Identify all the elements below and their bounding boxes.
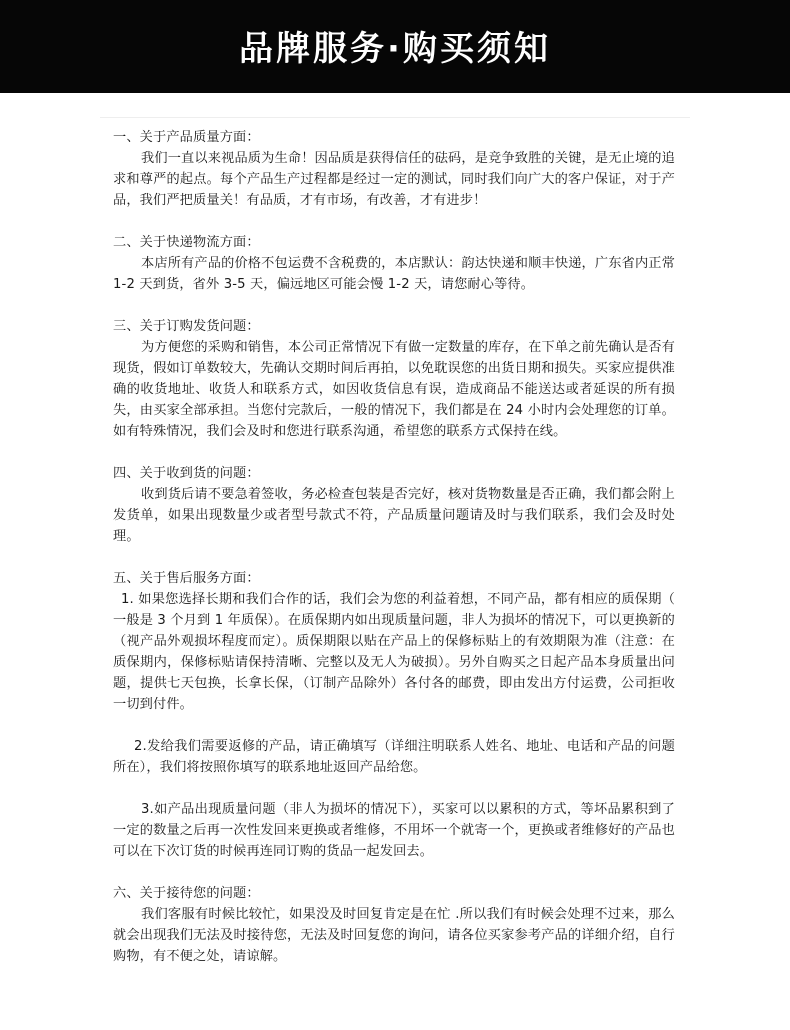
page-title: 品牌服务·购买须知: [239, 29, 551, 69]
section-body: 本店所有产品的价格不包运费不含税费的，本店默认：韵达快递和顺丰快递，广东省内正常 1-2 天到货，省外 3-5 天，偏远地区可能会慢 1-2 天，请您耐心等待。: [113, 256, 675, 292]
section-ordering: [113, 316, 675, 442]
section-receiving: [113, 463, 675, 547]
section-body: 收到货后请不要急着签收，务必检查包装是否完好，核对货物数量是否正确，我们都会附上发货单，如果出现数量少或者型号款式不符，产品质量问题请及时与我们联系，我们会及时处理。: [113, 487, 675, 544]
after-sales-item-2: 2.发给我们需要返修的产品，请正确填写（详细注明联系人姓名、地址、电话和产品的问题所在），我们将按照你填写的联系地址返回产品给您。: [113, 739, 675, 775]
section-after-sales: [113, 568, 675, 862]
section-heading: 六、关于接待您的问题：: [113, 886, 260, 901]
header-banner: [0, 0, 790, 93]
spacer: [113, 295, 675, 316]
spacer: [113, 715, 675, 736]
section-heading: 五、关于售后服务方面：: [113, 571, 260, 586]
spacer: [113, 862, 675, 883]
spacer: [113, 778, 675, 799]
section-heading: 二、关于快递物流方面：: [113, 235, 260, 250]
section-heading: 三、关于订购发货问题：: [113, 319, 260, 334]
after-sales-item-3: 3.如产品出现质量问题（非人为损坏的情况下），买家可以以累积的方式，等坏品累积到了一定的数量之后再一次性发回来更换或者维修，不用坏一个就寄一个，更换或者维修好的产品也可以在下次订货的时候再连同订购的货品一起发回去。: [113, 802, 675, 859]
spacer: [113, 547, 675, 568]
section-body: 我们一直以来视品质为生命！因品质是获得信任的砝码，是竞争致胜的关键，是无止境的追求和尊严的起点。每个产品生产过程都是经过一定的测试，同时我们向广大的客户保证，对于产品，我们严把质量关！有品质，才有市场，有改善，才有进步！: [113, 151, 675, 208]
section-customer-service: [113, 883, 675, 967]
spacer: [113, 211, 675, 232]
notice-content: [113, 127, 675, 967]
divider: [100, 117, 690, 118]
after-sales-item-1: 1. 如果您选择长期和我们合作的话，我们会为您的利益着想，不同产品，都有相应的质保期（ 一般是 3 个月到 1 年质保）。在质保期内如出现质量问题，非人为损坏的情况下，可以更换新的（视产品外观损坏程度而定）。质保期限以贴在产品上的保修标贴上的有效期限为准（注意：在质保期内，保修标贴请保持清晰、完整以及无人为破损）。另外自购买之日起产品本身质量出问题，提供七天包换，长拿长保，（订制产品除外）各付各的邮费，即由发出方付运费，公司拒收一切到付件。: [113, 592, 675, 712]
section-product-quality: [113, 127, 675, 211]
section-body: 我们客服有时候比较忙，如果没及时回复肯定是在忙 .所以我们有时候会处理不过来，那么就会出现我们无法及时接待您，无法及时回复您的询问，请各位买家参考产品的详细介绍，自行购物，有不便之处，请谅解。: [113, 907, 675, 964]
section-heading: 一、关于产品质量方面：: [113, 130, 260, 145]
section-heading: 四、关于收到货的问题：: [113, 466, 260, 481]
section-shipping: [113, 232, 675, 295]
spacer: [113, 442, 675, 463]
section-body: 为方便您的采购和销售，本公司正常情况下有做一定数量的库存，在下单之前先确认是否有现货，假如订单数较大，先确认交期时间后再拍，以免耽误您的出货日期和损失。买家应提供准确的收货地址、收货人和联系方式，如因收货信息有误，造成商品不能送达或者延误的所有损失，由买家全部承担。当您付完款后，一般的情况下，我们都是在 24 小时内会处理您的订单。如有特殊情况，我们会及时和您进行联系沟通，希望您的联系方式保持在线。: [113, 340, 675, 439]
